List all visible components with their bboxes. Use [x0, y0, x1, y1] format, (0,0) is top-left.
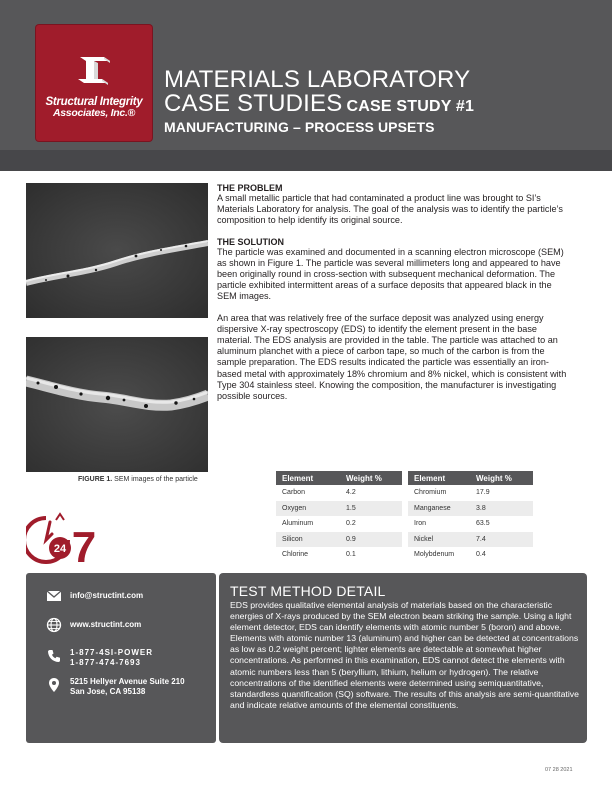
- table-header-row: [276, 471, 402, 485]
- table-row: [276, 485, 402, 501]
- sem-image-top: [26, 183, 208, 318]
- address-line2: San Jose, CA 95138: [70, 687, 146, 696]
- solution-heading: THE SOLUTION: [217, 236, 284, 247]
- table-row: [276, 547, 402, 563]
- header-banner: [0, 0, 612, 171]
- solution-body-1: The particle was examined and documented in a scanning electron microscope (SEM) as shown in Figure 1. The particle was several millimeters long and appeared to have been originally round in cross-section with subsequent mechanical deformation. The particle exhibited intermittent areas of a surface deposits that appeared black in the SEM images.: [217, 246, 564, 302]
- title-case-studies: CASE STUDIES: [164, 90, 343, 117]
- stamp-days: 7: [71, 523, 97, 570]
- caption-text: SEM images of the particle: [112, 476, 198, 483]
- contact-panel: [26, 573, 216, 743]
- eds-table-left: [276, 471, 402, 563]
- element-cell: Iron: [414, 520, 427, 528]
- table-row: [408, 485, 533, 501]
- element-cell: Chlorine: [282, 551, 309, 559]
- email-link[interactable]: info@structint.com: [70, 591, 144, 600]
- publish-date: 07 28 2021: [545, 767, 573, 773]
- address-line1: 5215 Hellyer Avenue Suite 210: [70, 677, 185, 686]
- element-cell: Silicon: [276, 532, 340, 548]
- method-body: EDS provides qualitative elemental analysis of materials based on the characteristic energies of X-rays produced by the SEM electron beam striking the sample. Using a light element detector, EDS can identify elements with atomic number 5 (boron) and above. Elements with atomic number 13 (aluminum) and higher can be detected at concentrations as low as 0.2 weight percent; lighter elements are detectable at somewhat higher concentrations. As performed in this examination, EDS cannot detect the elements with atomic numbers less than 5 (beryllium, lithium, helium or hydrogen). The relative concentrations of the identified elements were determined using semiquantitative, standardless quantification (SQ) software. The results of this analysis are semi-quantitative and indicate relative amounts of the elemental constituents.: [230, 600, 579, 710]
- element-cell: Manganese: [408, 501, 470, 517]
- element-cell: Nickel: [408, 532, 470, 548]
- element-cell: Molybdenum: [414, 551, 455, 559]
- title-line2: [164, 92, 474, 119]
- problem-heading: THE PROBLEM: [217, 183, 283, 193]
- method-heading: TEST METHOD DETAIL: [230, 583, 386, 599]
- header-weight: Weight %: [470, 471, 533, 485]
- envelope-icon: [46, 588, 62, 604]
- weight-cell: 0.2: [346, 520, 356, 528]
- table-row: [408, 547, 533, 563]
- phone-icon: [46, 648, 62, 664]
- sem-particle-top: [26, 183, 208, 318]
- table-row: [408, 501, 533, 517]
- header-element: Element: [276, 471, 340, 485]
- globe-icon: [46, 617, 62, 633]
- problem-body: A small metallic particle that had contaminated a product line was brought to SI’s Materials Laboratory for analysis. The goal of the analysis was to identify the particle’s composition to help identify its original source.: [217, 193, 563, 226]
- weight-cell: 3.8: [470, 501, 533, 517]
- logo-line2: Associates, Inc.®: [52, 107, 135, 119]
- figure-caption: [78, 476, 198, 483]
- table-row: [408, 516, 533, 532]
- main-content: [217, 183, 573, 412]
- table-row: [276, 516, 402, 532]
- location-pin-icon: [46, 677, 62, 693]
- weight-cell: 1.5: [340, 501, 402, 517]
- weight-cell: 7.4: [470, 532, 533, 548]
- case-number: CASE STUDY #1: [346, 98, 475, 115]
- company-logo[interactable]: [36, 25, 152, 141]
- weight-cell: 63.5: [476, 520, 490, 528]
- sem-image-bottom: [26, 337, 208, 472]
- weight-cell: 0.1: [346, 551, 356, 559]
- test-method-panel: [219, 573, 587, 743]
- phone-line1[interactable]: 1-877-4SI-POWER: [70, 648, 154, 657]
- weight-cell: 0.9: [340, 532, 402, 548]
- subtitle: MANUFACTURING – PROCESS UPSETS: [164, 119, 435, 135]
- weight-cell: 0.4: [476, 551, 486, 559]
- header-element: Element: [408, 471, 470, 485]
- table-header-row: [408, 471, 533, 485]
- table-row: [276, 532, 402, 548]
- logo-wordmark: [36, 97, 152, 119]
- element-cell: Chromium: [414, 489, 447, 497]
- weight-cell: 4.2: [346, 489, 356, 497]
- i-beam-logo-icon: [74, 53, 114, 89]
- eds-table-right: [408, 471, 533, 563]
- title-line1: MATERIALS LABORATORY: [164, 66, 471, 93]
- web-link[interactable]: www.structint.com: [70, 620, 142, 629]
- header-band: [0, 150, 612, 171]
- caption-label: FIGURE 1.: [78, 476, 113, 483]
- table-row: [408, 532, 533, 548]
- sem-particle-bottom: [26, 337, 208, 472]
- element-cell: Aluminum: [282, 520, 314, 528]
- 24-7-stamp-icon: [26, 510, 104, 570]
- table-row: [276, 501, 402, 517]
- stamp-hours: 24: [53, 543, 67, 555]
- solution-body-2: An area that was relatively free of the surface deposit was analyzed using energy dispersive X-ray spectroscopy (EDS) to identify the element present in the base material. The EDS analysis are provided in the table. The particle was attached to an aluminum planchet with a piece of carbon tape, so much of the carbon is from the sample preparation. The EDS results indicated the particle was essentially an iron-based metal with approximately 18% chromium and 8% nickel, which is consistent with Type 304 stainless steel. Knowing the composition, the manufacturer is investigating possible sources.: [217, 312, 567, 402]
- weight-cell: 17.9: [476, 489, 490, 497]
- element-cell: Carbon: [282, 489, 305, 497]
- phone-line2[interactable]: 1-877-474-7693: [70, 658, 141, 667]
- header-weight: Weight %: [340, 471, 402, 485]
- element-cell: Oxygen: [276, 501, 340, 517]
- logo-line1: Structural Integrity: [45, 96, 143, 108]
